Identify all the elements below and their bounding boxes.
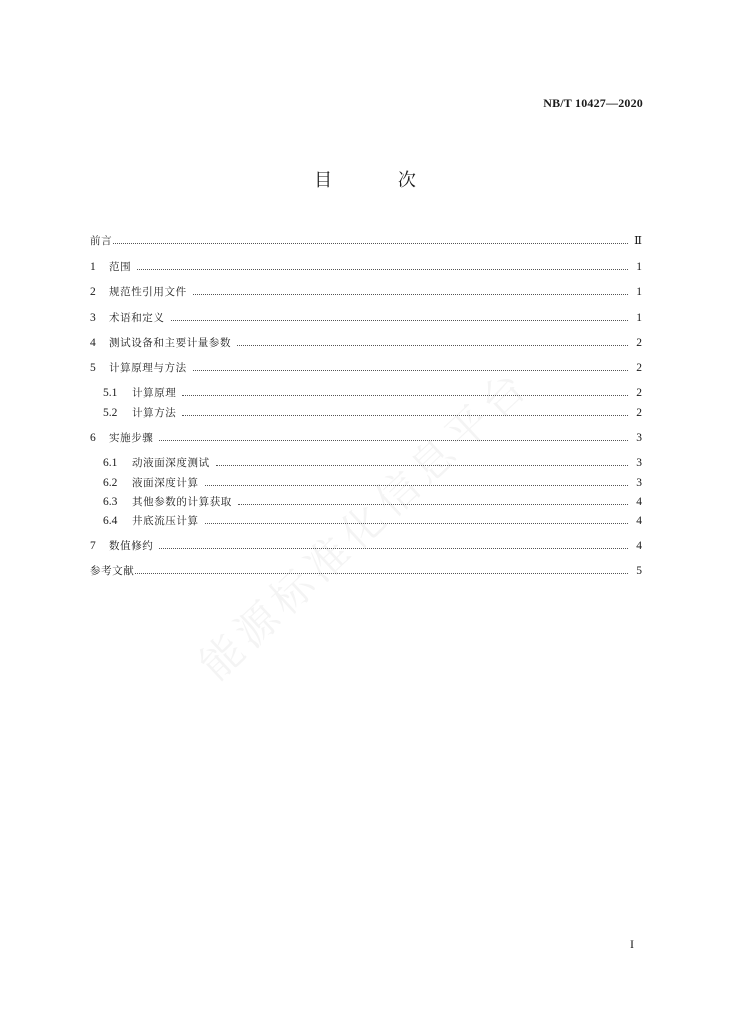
- toc-entry-title: 动液面深度测试: [132, 457, 210, 469]
- toc-entry-number: 6: [90, 432, 96, 444]
- toc-entry-3[interactable]: [90, 310, 642, 326]
- standard-code: NB/T 10427—2020: [543, 96, 643, 110]
- toc-entry-page: 1: [636, 312, 642, 324]
- toc-entry-6-3[interactable]: [103, 494, 642, 510]
- toc-entry-bibliography[interactable]: [90, 563, 642, 579]
- toc-entry-number: 6.1: [103, 457, 118, 469]
- toc-entry-title: 术语和定义: [109, 312, 165, 324]
- dot-leader: [216, 464, 628, 466]
- dot-leader: [193, 293, 628, 295]
- toc-entry-page: 2: [636, 407, 642, 419]
- dot-leader: [159, 439, 628, 441]
- toc-entry-title: 参考文献: [90, 565, 135, 577]
- toc-entry-number: 5.2: [103, 407, 118, 419]
- toc-entry-number: 6.3: [103, 496, 118, 508]
- toc-entry-number: 4: [90, 337, 96, 349]
- toc-entry-foreword[interactable]: [90, 233, 642, 249]
- toc-entry-title: 其他参数的计算获取: [132, 496, 232, 508]
- toc-entry-page: 5: [636, 565, 642, 577]
- toc-entry-page: 4: [636, 515, 642, 527]
- toc-entry-number: 7: [90, 540, 96, 552]
- toc-entry-number: 1: [90, 261, 96, 273]
- dot-leader: [193, 369, 628, 371]
- toc-entry-title: 计算原理与方法: [109, 362, 187, 374]
- dot-leader: [205, 484, 628, 486]
- toc-entry-page: 2: [636, 362, 642, 374]
- toc-entry-1[interactable]: [90, 259, 642, 275]
- page-title: 目 次: [314, 170, 446, 191]
- dot-leader: [238, 503, 628, 505]
- toc-entry-title: 范围: [109, 261, 132, 273]
- toc-entry-page: 4: [636, 540, 642, 552]
- dot-leader: [135, 572, 628, 574]
- toc-entry-title: 前言: [90, 235, 113, 247]
- toc-entry-title: 液面深度计算: [132, 477, 199, 489]
- toc-entry-title: 测试设备和主要计量参数: [109, 337, 232, 349]
- dot-leader: [137, 268, 628, 270]
- toc-entry-5-1[interactable]: [103, 385, 642, 401]
- toc-entry-page: 3: [636, 432, 642, 444]
- toc-entry-page: 3: [636, 457, 642, 469]
- toc-entry-title: 规范性引用文件: [109, 286, 187, 298]
- toc-entry-number: 5.1: [103, 387, 118, 399]
- page-number: I: [630, 937, 634, 951]
- toc-entry-title: 实施步骤: [109, 432, 154, 444]
- toc-entry-page: 4: [636, 496, 642, 508]
- toc-entry-5[interactable]: [90, 360, 642, 376]
- toc-entry-number: 2: [90, 286, 96, 298]
- toc-entry-6-4[interactable]: [103, 513, 642, 529]
- toc-entry-page: 1: [636, 261, 642, 273]
- toc-entry-title: 计算原理: [132, 387, 177, 399]
- toc-entry-number: 3: [90, 312, 96, 324]
- toc-entry-page: 2: [636, 337, 642, 349]
- toc-entry-number: 6.4: [103, 515, 118, 527]
- toc-entry-number: 5: [90, 362, 96, 374]
- dot-leader: [159, 547, 628, 549]
- dot-leader: [237, 344, 628, 346]
- toc-entry-page: 1: [636, 286, 642, 298]
- dot-leader: [182, 414, 628, 416]
- toc-entry-page: 3: [636, 477, 642, 489]
- toc-entry-6[interactable]: [90, 430, 642, 446]
- toc-entry-2[interactable]: [90, 284, 642, 300]
- toc-entry-4[interactable]: [90, 335, 642, 351]
- dot-leader: [205, 522, 628, 524]
- toc-entry-6-2[interactable]: [103, 475, 642, 491]
- toc-entry-number: 6.2: [103, 477, 118, 489]
- toc-entry-5-2[interactable]: [103, 405, 642, 421]
- dot-leader: [113, 242, 628, 244]
- dot-leader: [182, 394, 628, 396]
- toc-entry-title: 井底流压计算: [132, 515, 199, 527]
- dot-leader: [171, 319, 629, 321]
- toc-entry-page: Ⅱ: [634, 235, 642, 247]
- toc-entry-7[interactable]: [90, 538, 642, 554]
- toc-entry-6-1[interactable]: [103, 455, 642, 471]
- toc-entry-title: 数值修约: [109, 540, 154, 552]
- toc-entry-page: 2: [636, 387, 642, 399]
- toc-entry-title: 计算方法: [132, 407, 177, 419]
